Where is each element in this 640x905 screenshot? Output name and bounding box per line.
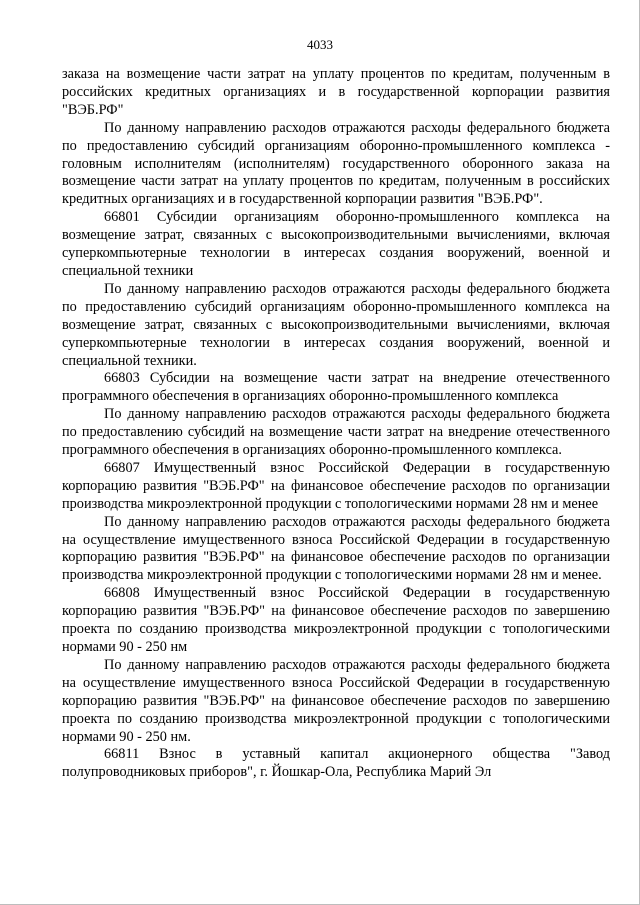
paragraph: По данному направлению расходов отражаются расходы федерального бюджета по предоставлению субсидий на возмещение части затрат на внедрение отечественного программного обеспечения в организациях оборонно-промышленного комплекса. — [62, 406, 610, 459]
paragraph: По данному направлению расходов отражаются расходы федерального бюджета на осуществление имущественного взноса Российской Федерации в государственную корпорацию развития "ВЭБ.РФ" на финансовое обеспечение расходов по завершению проекта по созданию производства микроэлектронной продукции с топологическими нормами 90 - 250 нм. — [62, 656, 610, 745]
paragraph-heading-66807: 66807 Имущественный взнос Российской Федерации в государственную корпорацию развития "ВЭБ.РФ" на финансовое обеспечение расходов по организации производства микроэлектронной продукции с топологическими нормами 28 нм и менее — [62, 459, 610, 512]
paragraph: По данному направлению расходов отражаются расходы федерального бюджета на осуществление имущественного взноса Российской Федерации в государственную корпорацию развития "ВЭБ.РФ" на финансовое обеспечение расходов по организации производства микроэлектронной продукции с топологическими нормами 28 нм и менее. — [62, 513, 610, 584]
paragraph: По данному направлению расходов отражаются расходы федерального бюджета по предоставлению субсидий организациям оборонно-промышленного комплекса - головным исполнителям (исполнителям) государственного оборонного заказа на возмещение части затрат на уплату процентов по кредитам, полученным в российских кредитных организациях и в государственной корпорации развития "ВЭБ.РФ". — [62, 119, 610, 208]
paragraph-heading-66801: 66801 Субсидии организациям оборонно-промышленного комплекса на возмещение затрат, связанных с высокопроизводительными вычислениями, включая суперкомпьютерные технологии в интересах создания вооружений, военной и специальной техники — [62, 209, 610, 279]
paragraph-heading-66811: 66811 Взнос в уставный капитал акционерного общества "Завод полупроводниковых приборов", г. Йошкар-Ола, Республика Марий Эл — [62, 746, 610, 781]
page-number: 4033 — [307, 37, 333, 52]
paragraph: По данному направлению расходов отражаются расходы федерального бюджета по предоставлению субсидий организациям оборонно-промышленного комплекса на возмещение затрат, связанных с высокопроизводительными вычислениями, включая суперкомпьютерные технологии в интересах создания вооружений, военной и специальной техники. — [62, 280, 610, 369]
paragraph-heading-66808: 66808 Имущественный взнос Российской Федерации в государственную корпорацию развития "ВЭБ.РФ" на финансовое обеспечение расходов по завершению проекта по созданию производства микроэлектронной продукции с топологическими нормами 90 - 250 нм — [62, 585, 610, 655]
document-body — [62, 66, 610, 782]
paragraph-continuation: заказа на возмещение части затрат на уплату процентов по кредитам, полученным в российских кредитных организациях и в государственной корпорации развития "ВЭБ.РФ" — [62, 66, 610, 118]
paragraph-heading-66803: 66803 Субсидии на возмещение части затрат на внедрение отечественного программного обеспечения в организациях оборонно-промышленного комплекса — [62, 370, 610, 405]
